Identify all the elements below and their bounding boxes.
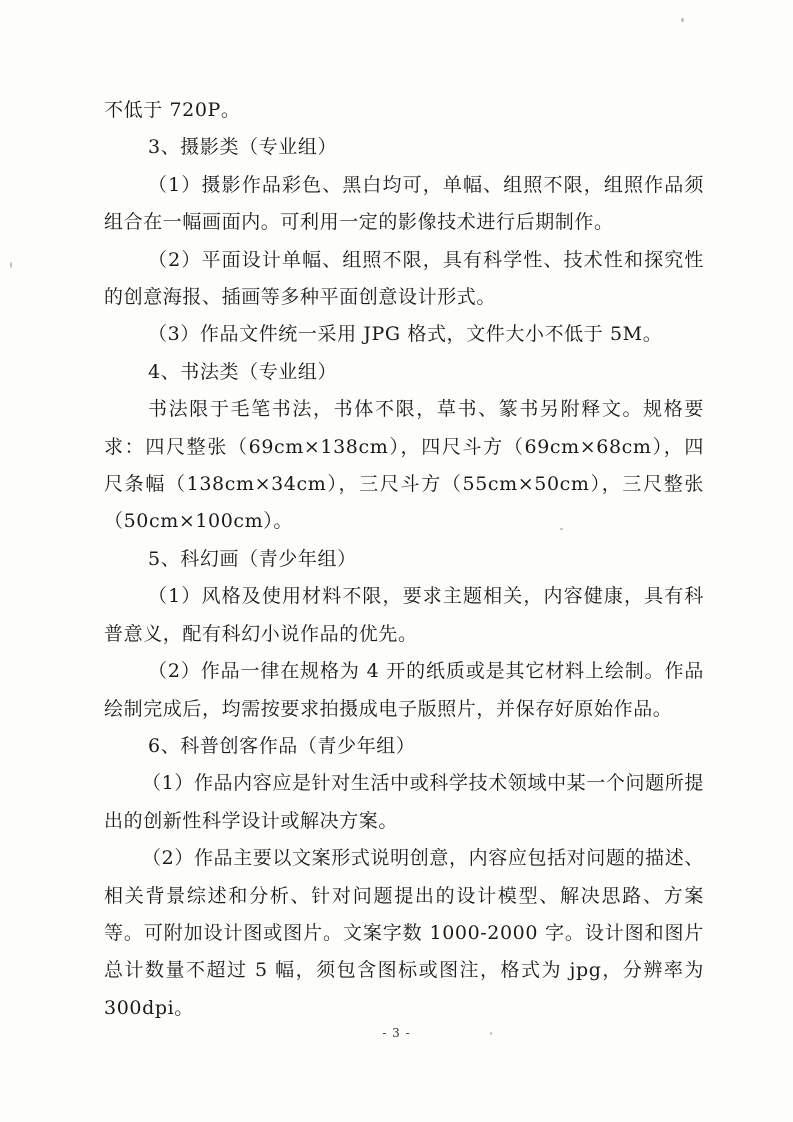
paragraph-maker-1: （1）作品内容应是针对生活中或科学技术领域中某一个问题所提出的创新性科学设计或解决方案。	[104, 772, 704, 832]
document-body	[104, 92, 704, 1027]
section-heading-maker: 6、科普创客作品（青少年组）	[148, 734, 416, 757]
paragraph-photography-2: （2）平面设计单幅、组照不限，具有科学性、技术性和探究性的创意海报、插画等多种平面创意设计形式。	[104, 248, 704, 309]
scan-speck	[10, 262, 12, 268]
paragraph-scifi-1: （1）风格及使用材料不限，要求主题相关，内容健康，具有科普意义，配有科幻小说作品的优先。	[104, 585, 704, 645]
paragraph-calligraphy: 书法限于毛笔书法，书体不限，草书、篆书另附释文。规格要求：四尺整张（69cm×138cm），四尺斗方（69cm×68cm），四尺条幅（138cm×34cm），三尺斗方（55cm×50cm），三尺整张（50cm×100cm）。	[104, 398, 704, 533]
section-heading-calligraphy: 4、书法类（专业组）	[148, 360, 338, 383]
page-number: - 3 -	[382, 1026, 411, 1040]
paragraph-photography-3: （3）作品文件统一采用 JPG 格式，文件大小不低于 5M。	[148, 323, 663, 346]
paragraph-continuation: 不低于 720P。	[104, 99, 241, 121]
paragraph-scifi-2: （2）作品一律在规格为 4 开的纸质或是其它材料上绘制。作品绘制完成后，均需按要求拍摄成电子版照片，并保存好原始作品。	[104, 660, 704, 720]
section-heading-scifi-painting: 5、科幻画（青少年组）	[148, 547, 357, 570]
paragraph-maker-2: （2）作品主要以文案形式说明创意，内容应包括对问题的描述、相关背景综述和分析、针对问题提出的设计模型、解决思路、方案等。可附加设计图或图片。文案字数 1000-2000 字。设计图和图片总计数量不超过 5 幅，须包含图标或图注，格式为 jpg，分辨率为 300dpi。	[104, 847, 704, 1019]
section-heading-photography: 3、摄影类（专业组）	[148, 136, 338, 159]
paragraph-photography-1: （1）摄影作品彩色、黑白均可，单幅、组照不限，组照作品须组合在一幅画面内。可利用一定的影像技术进行后期制作。	[104, 173, 704, 234]
scan-speck	[681, 18, 684, 22]
